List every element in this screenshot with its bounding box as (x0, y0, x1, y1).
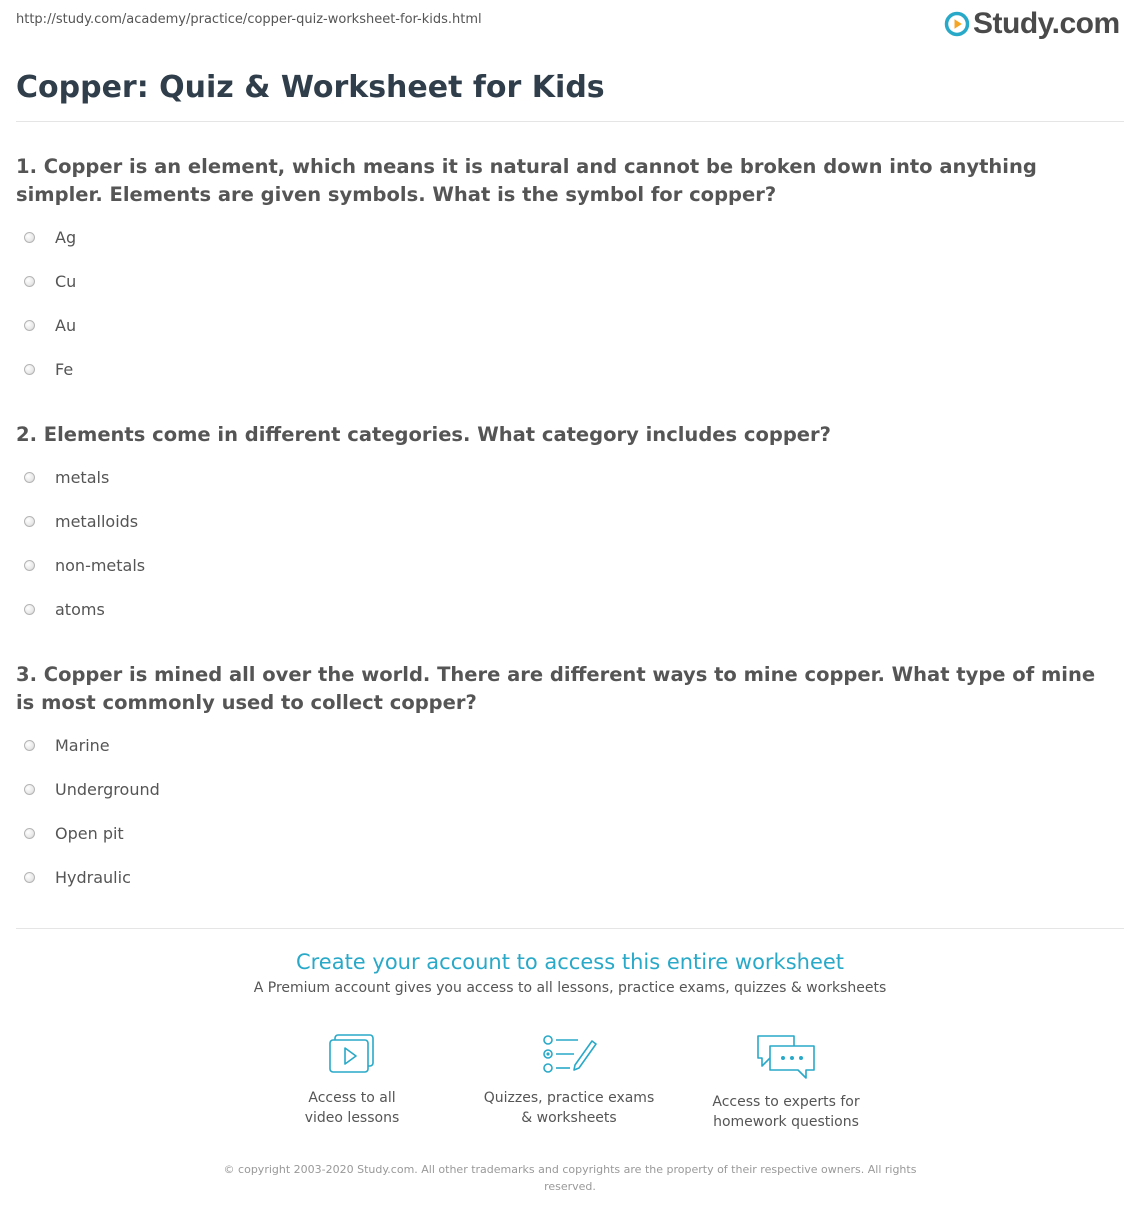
page-url: http://study.com/academy/practice/copper-quiz-worksheet-for-kids.html (16, 12, 482, 27)
answer-option[interactable] (16, 303, 1116, 347)
answer-option[interactable] (16, 259, 1116, 303)
radio-button[interactable] (24, 472, 35, 483)
answer-label: Au (55, 315, 77, 335)
radio-button[interactable] (24, 364, 35, 375)
radio-button[interactable] (24, 232, 35, 243)
feature-line-1: Access to all (308, 1090, 396, 1106)
radio-button[interactable] (24, 784, 35, 795)
answer-options (16, 455, 1116, 631)
answer-options (16, 215, 1116, 391)
chat-bubbles-icon (754, 1032, 818, 1082)
answer-label: non-metals (55, 555, 146, 575)
answer-option[interactable] (16, 215, 1116, 259)
answer-option[interactable] (16, 455, 1116, 499)
answer-option[interactable] (16, 855, 1116, 899)
quiz-checklist-icon (540, 1032, 598, 1078)
cta-subtitle: A Premium account gives you access to all lessons, practice exams, quizzes & worksheets (253, 980, 887, 996)
answer-option[interactable] (16, 347, 1116, 391)
radio-button[interactable] (24, 276, 35, 287)
question-text: 2. Elements come in different categories. What category includes copper? (16, 423, 831, 446)
radio-button[interactable] (24, 560, 35, 571)
answer-label: Fe (55, 359, 74, 379)
answer-label: Open pit (55, 823, 124, 843)
answer-option[interactable] (16, 723, 1116, 767)
feature-line-2: homework questions (713, 1114, 859, 1130)
radio-button[interactable] (24, 320, 35, 331)
feature-line-1: Access to experts for (712, 1094, 860, 1110)
feature-video-lessons (252, 1032, 452, 1128)
divider (16, 928, 1124, 929)
answer-label: Ag (55, 227, 77, 247)
question-3 (16, 661, 1116, 899)
radio-button[interactable] (24, 516, 35, 527)
answer-option[interactable] (16, 543, 1116, 587)
answer-label: Hydraulic (55, 867, 131, 887)
play-circle-icon (944, 11, 970, 37)
video-lessons-icon (326, 1032, 378, 1078)
divider (16, 121, 1124, 122)
feature-quizzes (469, 1032, 669, 1128)
answer-option[interactable] (16, 811, 1116, 855)
question-1 (16, 153, 1116, 391)
radio-button[interactable] (24, 828, 35, 839)
cta-title-link[interactable]: Create your account to access this entire worksheet (295, 950, 845, 974)
feature-line-2: video lessons (304, 1110, 400, 1126)
question-text: 3. Copper is mined all over the world. There are different ways to mine copper. What type of mine is most commonly used to collect copper? (16, 663, 1096, 714)
radio-button[interactable] (24, 604, 35, 615)
copyright-notice: © copyright 2003-2020 Study.com. All other trademarks and copyrights are the property of their respective owners. All rights reserved. (223, 1163, 917, 1193)
page-title: Copper: Quiz & Worksheet for Kids (16, 70, 605, 105)
answer-label: Underground (55, 779, 160, 799)
answer-option[interactable] (16, 767, 1116, 811)
feature-experts (686, 1032, 886, 1132)
answer-label: metals (55, 467, 110, 487)
question-text: 1. Copper is an element, which means it is natural and cannot be broken down into anything simpler. Elements are given symbols. What is the symbol for copper? (16, 155, 1037, 206)
radio-button[interactable] (24, 740, 35, 751)
radio-button[interactable] (24, 872, 35, 883)
feature-line-2: & worksheets (521, 1110, 617, 1126)
answer-label: atoms (55, 599, 105, 619)
answer-label: Cu (55, 271, 77, 291)
answer-options (16, 723, 1116, 899)
feature-line-1: Quizzes, practice exams (483, 1090, 655, 1106)
answer-option[interactable] (16, 587, 1116, 631)
logo-text: Study.com (973, 7, 1120, 40)
answer-option[interactable] (16, 499, 1116, 543)
answer-label: metalloids (55, 511, 139, 531)
answer-label: Marine (55, 735, 110, 755)
question-2 (16, 421, 1116, 631)
study-logo[interactable] (944, 8, 1120, 40)
signup-cta (0, 950, 1140, 996)
